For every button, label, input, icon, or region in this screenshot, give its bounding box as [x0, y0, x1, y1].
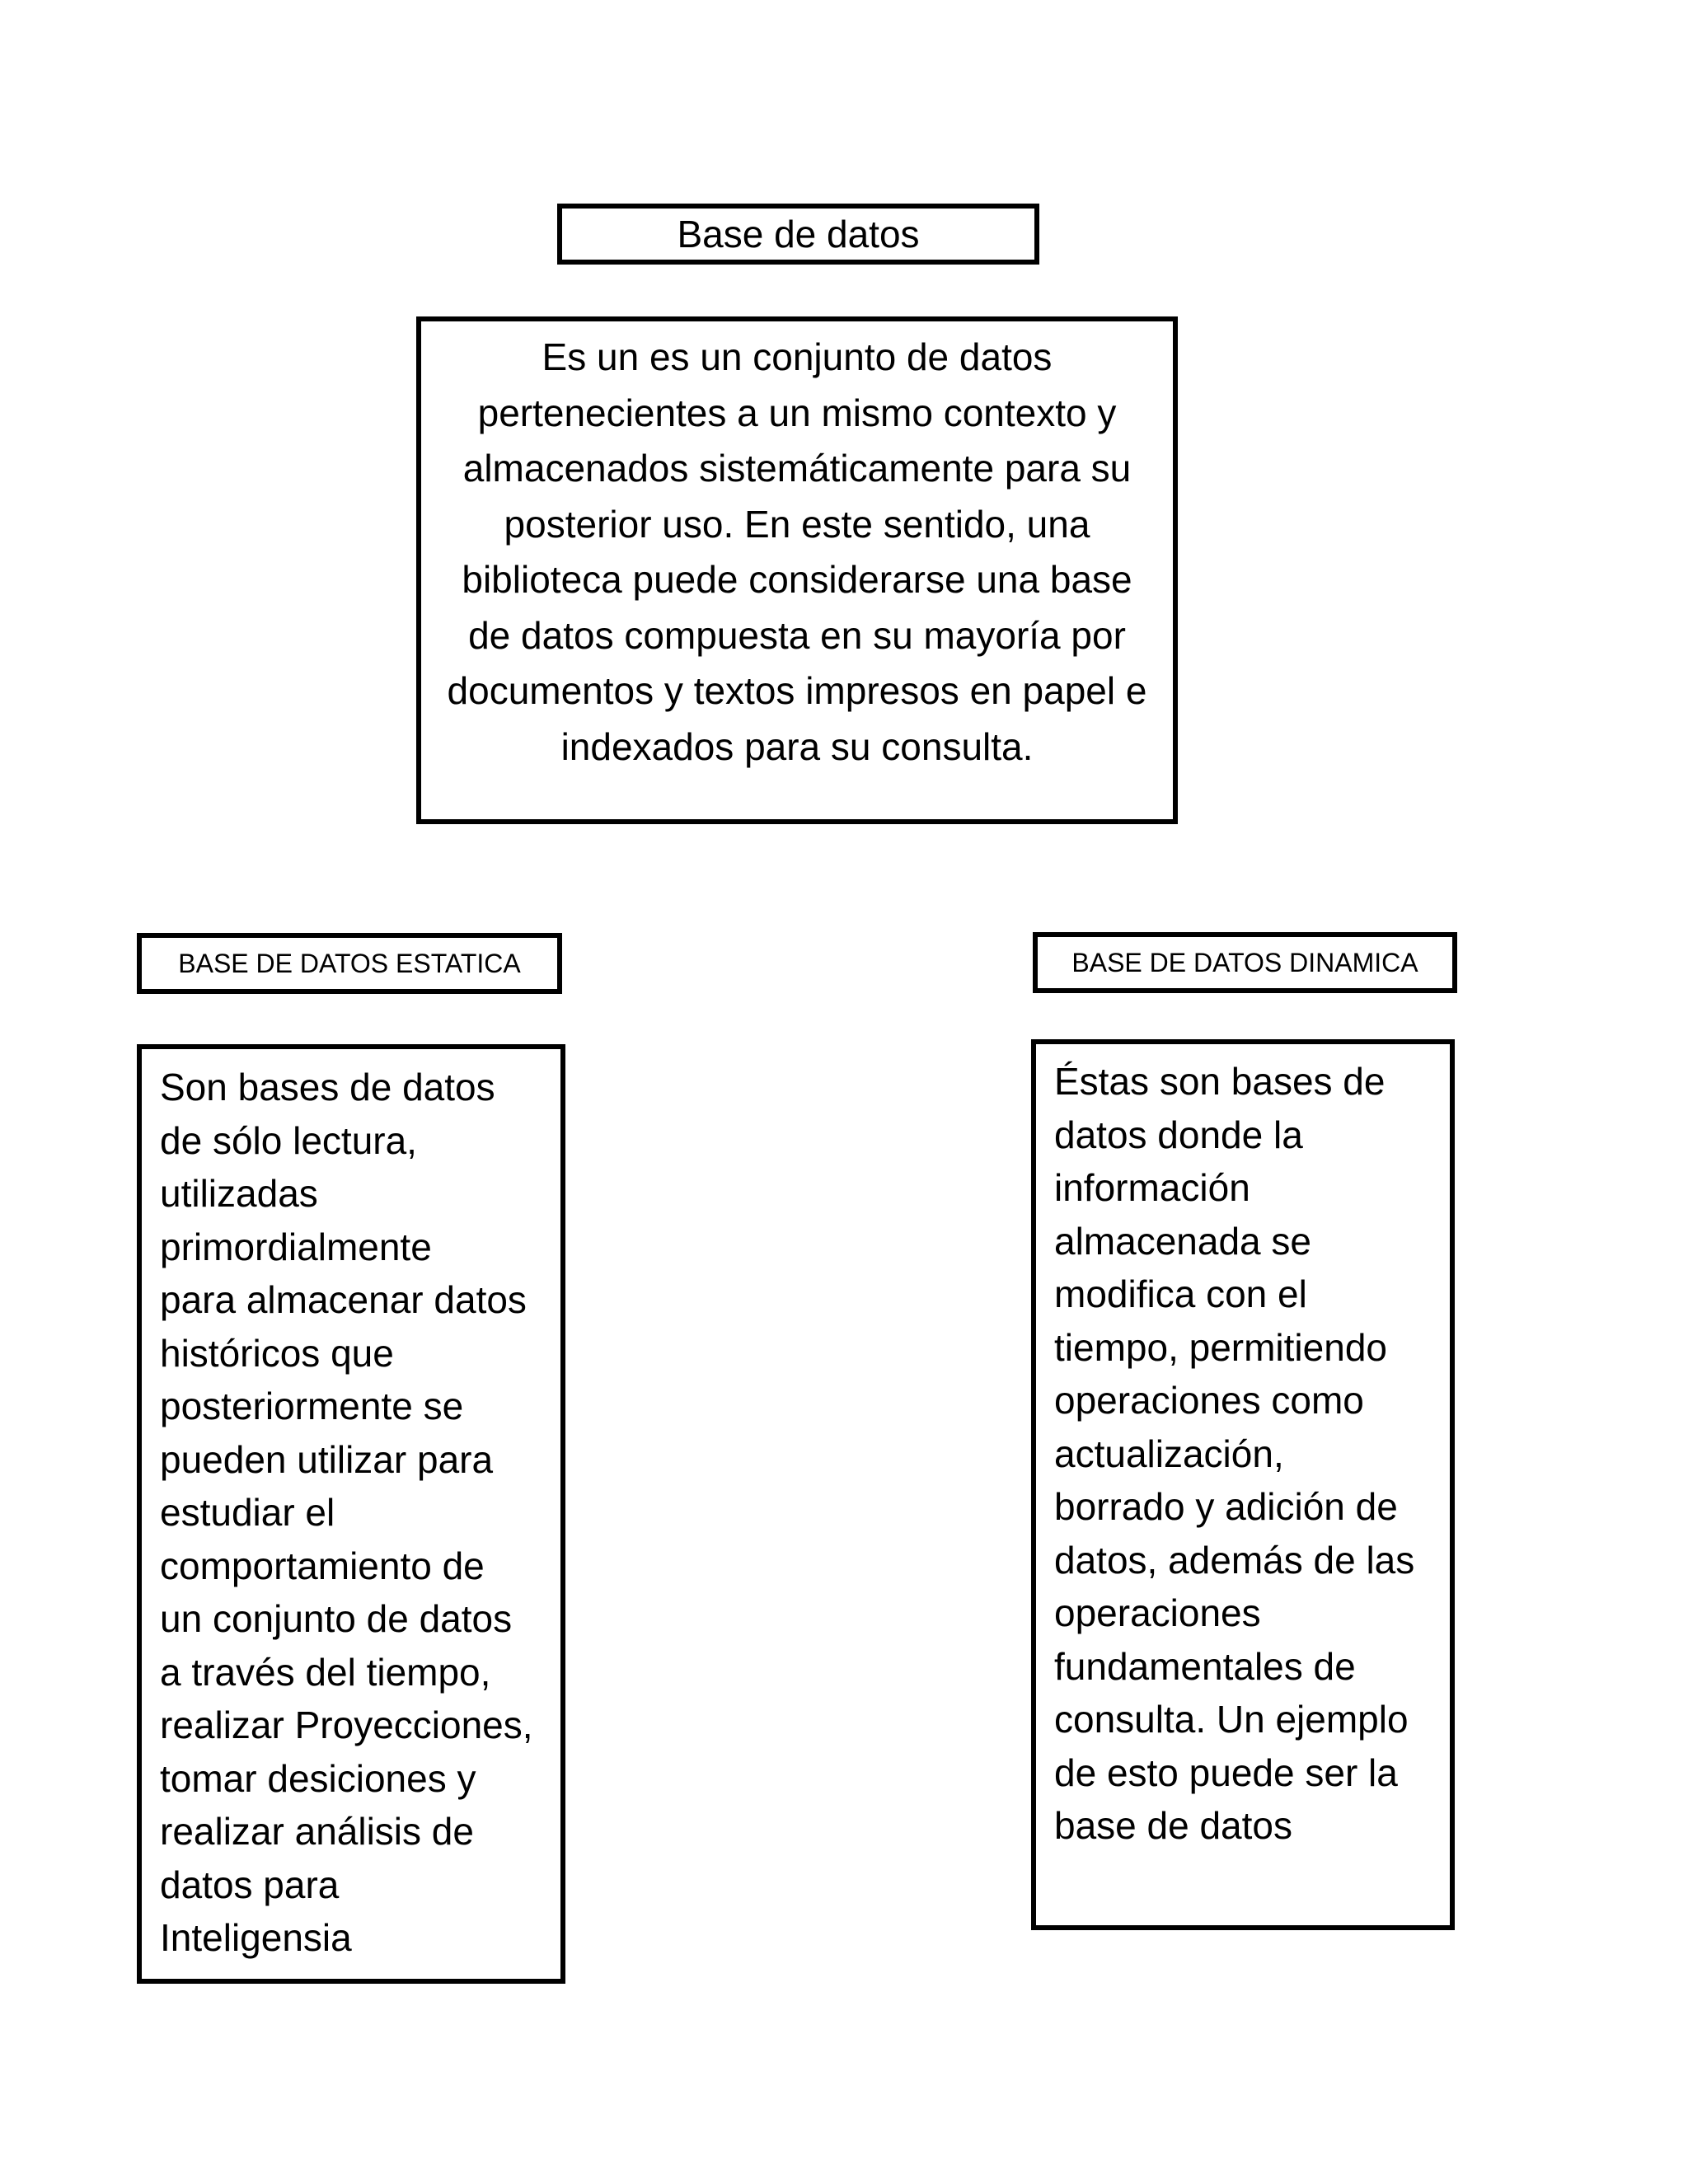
- dynamic-description-line: de esto puede ser la: [1054, 1750, 1398, 1794]
- static-db-label: BASE DE DATOS ESTATICA: [178, 948, 521, 978]
- static-description-line: primordialmente: [160, 1225, 432, 1268]
- definition-line: documentos y textos impresos en papel e: [447, 669, 1147, 712]
- dynamic-description-line: operaciones: [1054, 1591, 1261, 1634]
- static-description-line: realizar análisis de: [160, 1810, 474, 1853]
- dynamic-db-label-box: [1033, 932, 1457, 993]
- static-description-line: de sólo lectura,: [160, 1118, 417, 1162]
- dynamic-db-label: BASE DE DATOS DINAMICA: [1071, 947, 1418, 977]
- definition-line: indexados para su consulta.: [560, 724, 1034, 768]
- definition-line: biblioteca puede considerarse una base: [462, 558, 1132, 601]
- static-description-line: posteriormente se: [160, 1385, 464, 1427]
- dynamic-description-line: operaciones como: [1054, 1379, 1364, 1422]
- dynamic-db-description-box: [1031, 1039, 1455, 1930]
- static-description-line: para almacenar datos: [160, 1278, 527, 1321]
- static-description-line: históricos que: [160, 1331, 394, 1375]
- title-box: [557, 204, 1039, 265]
- static-description-line: comportamiento de: [160, 1544, 485, 1587]
- dynamic-description-line: información: [1054, 1166, 1250, 1209]
- definition-line: Es un es un conjunto de datos: [542, 335, 1053, 378]
- static-description-line: estudiar el: [160, 1491, 335, 1534]
- static-description-line: Son bases de datos: [160, 1066, 495, 1108]
- dynamic-description-line: tiempo, permitiendo: [1054, 1325, 1387, 1369]
- static-db-label-box: [137, 933, 562, 994]
- static-description-line: a través del tiempo,: [160, 1650, 491, 1694]
- dynamic-description-line: datos, además de las: [1054, 1538, 1415, 1582]
- static-description-line: tomar desiciones y: [160, 1756, 476, 1800]
- dynamic-description-line: almacenada se: [1054, 1219, 1311, 1263]
- dynamic-description-line: base de datos: [1054, 1804, 1293, 1847]
- static-db-description-box: [137, 1044, 565, 1984]
- static-description-line: datos para: [160, 1863, 340, 1906]
- static-description-line: realizar Proyecciones,: [160, 1704, 533, 1746]
- definition-line: pertenecientes a un mismo contexto y: [477, 391, 1117, 434]
- dynamic-description-line: consulta. Un ejemplo: [1054, 1698, 1409, 1741]
- static-description-line: Inteligensia: [160, 1916, 352, 1959]
- definition-box: [416, 316, 1178, 824]
- dynamic-description-line: modifica con el: [1054, 1272, 1307, 1315]
- static-description-line: utilizadas: [160, 1172, 318, 1215]
- dynamic-description-line: borrado y adición de: [1054, 1485, 1398, 1528]
- dynamic-description-line: datos donde la: [1054, 1113, 1303, 1156]
- definition-line: almacenados sistemáticamente para su: [462, 447, 1132, 490]
- dynamic-description-line: actualización,: [1054, 1432, 1284, 1475]
- definition-line: de datos compuesta en su mayoría por: [468, 613, 1126, 657]
- dynamic-description-line: Éstas son bases de: [1054, 1060, 1386, 1103]
- definition-line: posterior uso. En este sentido, una: [504, 502, 1090, 546]
- diagram-title: Base de datos: [677, 213, 920, 255]
- static-description-line: pueden utilizar para: [160, 1437, 494, 1481]
- dynamic-description-line: fundamentales de: [1054, 1644, 1356, 1688]
- static-description-line: un conjunto de datos: [160, 1597, 513, 1640]
